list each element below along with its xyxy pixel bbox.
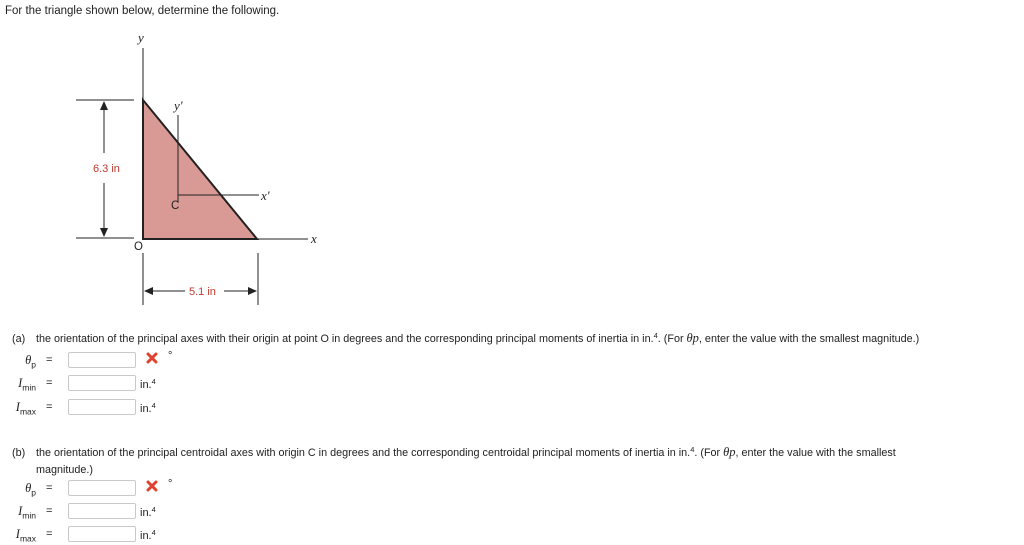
a-theta-degree-unit: ° — [168, 350, 173, 362]
a-theta-label: $\theta_p$ — [25, 353, 36, 370]
a-imin-label: $I_{min}$ — [18, 376, 36, 393]
question-a-theta: θp — [686, 331, 699, 345]
b-imin-equals: = — [46, 505, 53, 517]
b-imin-label: $I_{min}$ — [18, 504, 36, 521]
b-imax-label: $I_{max}$ — [15, 527, 36, 544]
question-a-for: . (For — [657, 333, 687, 345]
label-origin: O — [134, 241, 143, 253]
label-x-prime: x' — [261, 188, 270, 203]
height-arrow-up — [100, 101, 108, 110]
question-b-exp: 4 — [690, 445, 695, 454]
a-theta-input[interactable] — [68, 352, 136, 368]
b-imin-input[interactable] — [68, 503, 136, 519]
a-imin-equals: = — [46, 377, 53, 389]
b-imin-unit: in.$^4$ — [140, 505, 156, 519]
a-theta-row — [0, 350, 200, 371]
label-centroid: C — [171, 200, 180, 212]
b-imax-row — [0, 527, 200, 545]
question-b-for: . (For — [694, 447, 724, 459]
a-imin-unit: in.$^4$ — [140, 377, 156, 391]
a-imax-row — [0, 400, 200, 418]
b-theta-label: $\theta_p$ — [25, 481, 36, 498]
incorrect-x-icon — [145, 479, 159, 493]
label-y: y — [138, 30, 144, 45]
a-imax-input[interactable] — [68, 399, 136, 415]
label-y-prime: y' — [174, 98, 183, 113]
question-a — [12, 327, 919, 348]
height-arrow-down — [100, 228, 108, 237]
base-arrow-right — [248, 287, 257, 295]
question-b-tail: , enter the value with the smallest — [735, 447, 896, 459]
base-dimension-value: 5.1 in — [189, 286, 216, 298]
a-imin-row — [0, 376, 200, 394]
a-theta-equals: = — [46, 354, 53, 366]
b-theta-input[interactable] — [68, 480, 136, 496]
question-a-tail: , enter the value with the smallest magnitude.) — [698, 333, 920, 345]
triangle-shape — [143, 100, 257, 239]
b-imax-equals: = — [46, 528, 53, 540]
b-imax-input[interactable] — [68, 526, 136, 542]
question-b-tag: (b) — [12, 447, 26, 459]
height-dimension-value: 6.3 in — [93, 163, 120, 175]
b-imax-unit: in.$^4$ — [140, 528, 156, 542]
b-imin-row — [0, 504, 200, 522]
question-a-text: the orientation of the principal axes with their origin at point O in degrees and the corresponding principal moments of inertia in in. — [36, 333, 654, 345]
problem-intro: For the triangle shown below, determine the following. — [5, 5, 280, 17]
question-b — [12, 441, 1012, 479]
incorrect-x-icon — [145, 351, 159, 365]
a-imax-equals: = — [46, 401, 53, 413]
a-imax-unit: in.$^4$ — [140, 401, 156, 415]
label-x: x — [311, 231, 317, 246]
question-a-exp: 4 — [653, 331, 658, 340]
question-b-text: the orientation of the principal centroidal axes with origin C in degrees and the corresponding centroidal principal moments of inertia in in. — [36, 447, 691, 459]
question-b-theta: θp — [723, 445, 736, 459]
question-a-tag: (a) — [12, 333, 26, 345]
b-theta-degree-unit: ° — [168, 478, 173, 490]
b-theta-equals: = — [46, 482, 53, 494]
question-b-tail-line2: magnitude.) — [36, 464, 94, 476]
b-theta-row — [0, 478, 200, 499]
base-arrow-left — [144, 287, 153, 295]
a-imin-input[interactable] — [68, 375, 136, 391]
a-imax-label: $I_{max}$ — [15, 400, 36, 417]
